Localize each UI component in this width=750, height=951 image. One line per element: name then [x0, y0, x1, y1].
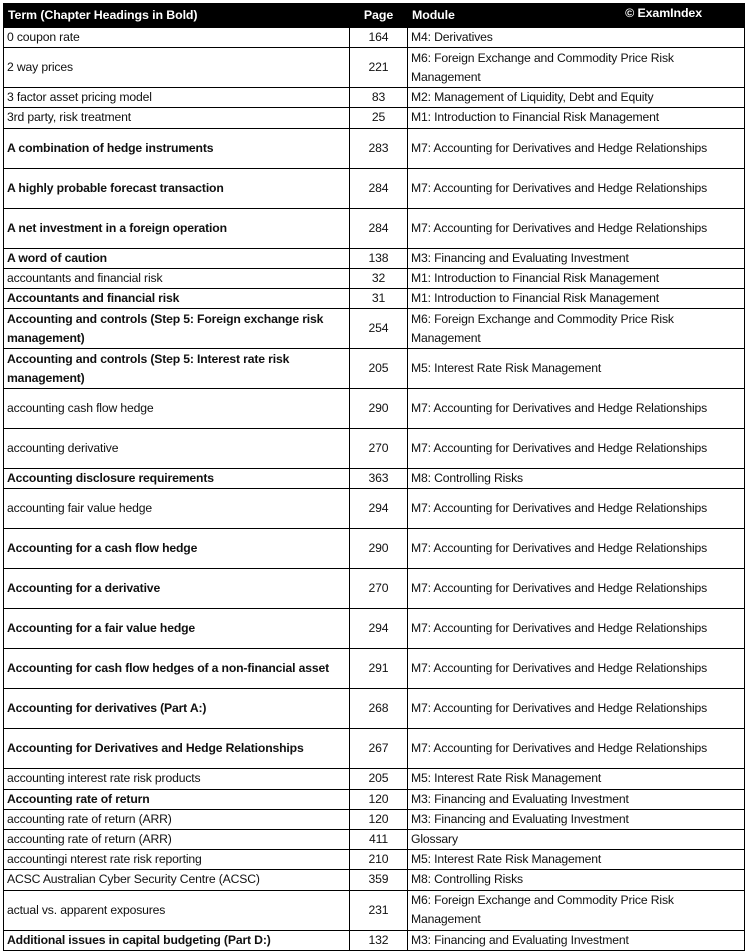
- cell-term: 3rd party, risk treatment: [4, 108, 350, 128]
- table-row: [4, 469, 745, 489]
- cell-module: M2: Management of Liquidity, Debt and Equity: [408, 88, 745, 108]
- table-body: [4, 28, 745, 951]
- header-row: [4, 4, 745, 28]
- cell-term: A net investment in a foreign operation: [4, 208, 350, 248]
- column-header-page: Page: [350, 4, 408, 28]
- table-row: [4, 429, 745, 469]
- cell-term: accounting rate of return (ARR): [4, 809, 350, 829]
- cell-term: Accounting and controls (Step 5: Interest rate risk management): [4, 349, 350, 389]
- cell-term: Accounting for cash flow hedges of a non-financial asset: [4, 649, 350, 689]
- cell-module: M6: Foreign Exchange and Commodity Price Risk Management: [408, 890, 745, 930]
- cell-term: 2 way prices: [4, 48, 350, 88]
- cell-page: 221: [350, 48, 408, 88]
- cell-module: M7: Accounting for Derivatives and Hedge Relationships: [408, 208, 745, 248]
- cell-term: Accounting and controls (Step 5: Foreign exchange risk management): [4, 309, 350, 349]
- cell-page: 411: [350, 830, 408, 850]
- cell-page: 25: [350, 108, 408, 128]
- cell-term: accounting fair value hedge: [4, 489, 350, 529]
- cell-page: 120: [350, 809, 408, 829]
- cell-module: M7: Accounting for Derivatives and Hedge Relationships: [408, 168, 745, 208]
- cell-page: 231: [350, 890, 408, 930]
- table-row: [4, 208, 745, 248]
- table-row: [4, 289, 745, 309]
- table-row: [4, 809, 745, 829]
- table-row: [4, 389, 745, 429]
- cell-module: M7: Accounting for Derivatives and Hedge Relationships: [408, 529, 745, 569]
- table-row: [4, 349, 745, 389]
- cell-page: 283: [350, 128, 408, 168]
- cell-module: M6: Foreign Exchange and Commodity Price Risk Management: [408, 309, 745, 349]
- cell-page: 291: [350, 649, 408, 689]
- cell-module: M7: Accounting for Derivatives and Hedge Relationships: [408, 389, 745, 429]
- cell-page: 120: [350, 789, 408, 809]
- table-row: [4, 248, 745, 268]
- cell-module: M5: Interest Rate Risk Management: [408, 769, 745, 789]
- cell-module: M7: Accounting for Derivatives and Hedge Relationships: [408, 729, 745, 769]
- cell-page: 290: [350, 389, 408, 429]
- cell-term: A highly probable forecast transaction: [4, 168, 350, 208]
- cell-term: Accounting disclosure requirements: [4, 469, 350, 489]
- cell-term: Accounting for a fair value hedge: [4, 609, 350, 649]
- table-row: [4, 28, 745, 48]
- cell-page: 290: [350, 529, 408, 569]
- cell-term: Accounting for derivatives (Part A:): [4, 689, 350, 729]
- table-row: [4, 128, 745, 168]
- table-row: [4, 569, 745, 609]
- table-row: [4, 48, 745, 88]
- cell-term: ACSC Australian Cyber Security Centre (ACSC): [4, 870, 350, 890]
- cell-term: 0 coupon rate: [4, 28, 350, 48]
- cell-page: 270: [350, 429, 408, 469]
- cell-page: 210: [350, 850, 408, 870]
- cell-term: Additional issues in capital budgeting (Part D:): [4, 930, 350, 950]
- cell-term: 3 factor asset pricing model: [4, 88, 350, 108]
- table-row: [4, 489, 745, 529]
- cell-module: M1: Introduction to Financial Risk Management: [408, 268, 745, 288]
- cell-page: 284: [350, 208, 408, 248]
- cell-page: 205: [350, 349, 408, 389]
- table-row: [4, 769, 745, 789]
- cell-term: accounting interest rate risk products: [4, 769, 350, 789]
- table-row: [4, 930, 745, 950]
- cell-term: accounting derivative: [4, 429, 350, 469]
- cell-page: 31: [350, 289, 408, 309]
- column-header-module-label: Module: [412, 8, 455, 22]
- cell-page: 164: [350, 28, 408, 48]
- table-row: [4, 88, 745, 108]
- table-header: [4, 4, 745, 28]
- cell-term: Accountants and financial risk: [4, 289, 350, 309]
- cell-term: accountingi nterest rate risk reporting: [4, 850, 350, 870]
- table-row: [4, 850, 745, 870]
- cell-page: 294: [350, 609, 408, 649]
- table-row: [4, 789, 745, 809]
- cell-module: M7: Accounting for Derivatives and Hedge Relationships: [408, 689, 745, 729]
- table-row: [4, 268, 745, 288]
- cell-term: A combination of hedge instruments: [4, 128, 350, 168]
- table-row: [4, 890, 745, 930]
- table-row: [4, 649, 745, 689]
- cell-module: M3: Financing and Evaluating Investment: [408, 930, 745, 950]
- cell-module: Glossary: [408, 830, 745, 850]
- cell-page: 254: [350, 309, 408, 349]
- cell-term: A word of caution: [4, 248, 350, 268]
- cell-term: accounting cash flow hedge: [4, 389, 350, 429]
- cell-module: M5: Interest Rate Risk Management: [408, 850, 745, 870]
- cell-page: 205: [350, 769, 408, 789]
- cell-page: 294: [350, 489, 408, 529]
- cell-module: M8: Controlling Risks: [408, 469, 745, 489]
- cell-term: Accounting for a cash flow hedge: [4, 529, 350, 569]
- cell-term: accounting rate of return (ARR): [4, 830, 350, 850]
- cell-module: M7: Accounting for Derivatives and Hedge Relationships: [408, 489, 745, 529]
- cell-module: M7: Accounting for Derivatives and Hedge Relationships: [408, 649, 745, 689]
- table-row: [4, 108, 745, 128]
- cell-term: Accounting for a derivative: [4, 569, 350, 609]
- cell-module: M3: Financing and Evaluating Investment: [408, 789, 745, 809]
- cell-page: 363: [350, 469, 408, 489]
- column-header-module: [408, 4, 745, 28]
- cell-term: Accounting rate of return: [4, 789, 350, 809]
- cell-module: M5: Interest Rate Risk Management: [408, 349, 745, 389]
- table-row: [4, 309, 745, 349]
- cell-module: M1: Introduction to Financial Risk Management: [408, 289, 745, 309]
- table-row: [4, 729, 745, 769]
- table-row: [4, 168, 745, 208]
- column-header-term: Term (Chapter Headings in Bold): [4, 4, 350, 28]
- cell-module: M3: Financing and Evaluating Investment: [408, 248, 745, 268]
- cell-page: 138: [350, 248, 408, 268]
- cell-term: accountants and financial risk: [4, 268, 350, 288]
- cell-page: 32: [350, 268, 408, 288]
- cell-page: 270: [350, 569, 408, 609]
- cell-module: M7: Accounting for Derivatives and Hedge Relationships: [408, 128, 745, 168]
- index-table: [3, 3, 745, 951]
- copyright-notice: © ExamIndex: [625, 6, 702, 20]
- table-row: [4, 529, 745, 569]
- cell-page: 267: [350, 729, 408, 769]
- cell-module: M1: Introduction to Financial Risk Management: [408, 108, 745, 128]
- cell-page: 83: [350, 88, 408, 108]
- cell-page: 268: [350, 689, 408, 729]
- table-row: [4, 609, 745, 649]
- table-row: [4, 830, 745, 850]
- cell-module: M4: Derivatives: [408, 28, 745, 48]
- cell-page: 359: [350, 870, 408, 890]
- cell-module: M7: Accounting for Derivatives and Hedge Relationships: [408, 609, 745, 649]
- cell-module: M7: Accounting for Derivatives and Hedge Relationships: [408, 429, 745, 469]
- cell-term: Accounting for Derivatives and Hedge Relationships: [4, 729, 350, 769]
- cell-module: M3: Financing and Evaluating Investment: [408, 809, 745, 829]
- cell-page: 284: [350, 168, 408, 208]
- cell-module: M6: Foreign Exchange and Commodity Price Risk Management: [408, 48, 745, 88]
- table-row: [4, 689, 745, 729]
- cell-module: M7: Accounting for Derivatives and Hedge Relationships: [408, 569, 745, 609]
- cell-page: 132: [350, 930, 408, 950]
- cell-term: actual vs. apparent exposures: [4, 890, 350, 930]
- table-row: [4, 870, 745, 890]
- cell-module: M8: Controlling Risks: [408, 870, 745, 890]
